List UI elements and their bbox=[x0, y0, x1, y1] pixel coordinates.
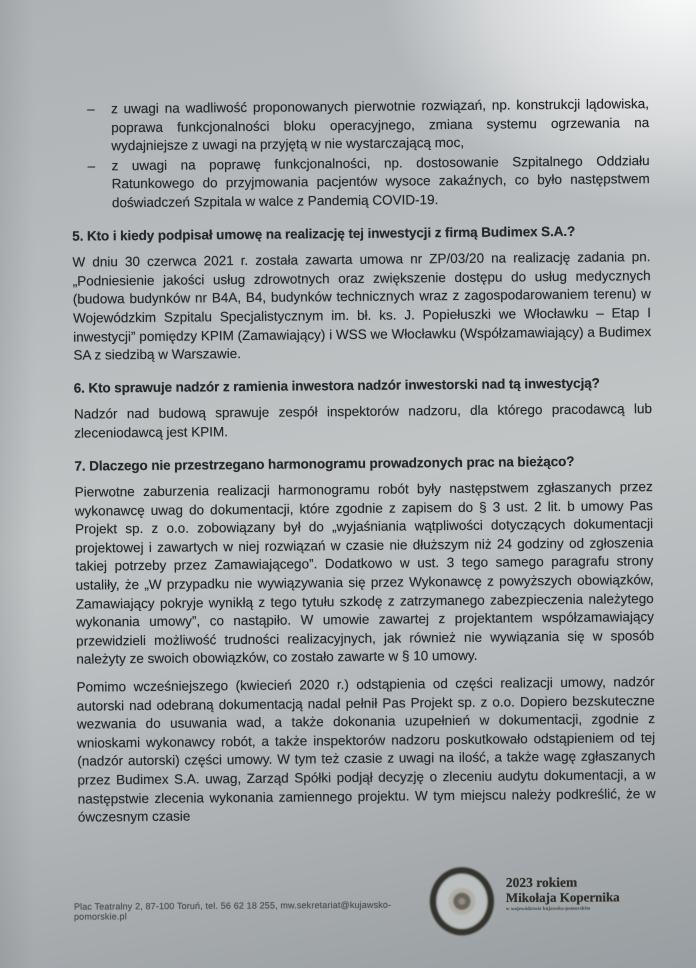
answer-6-paragraph: Nadzór nad budową sprawuje zespół inspektorów nadzoru, dla którego pracodawcą lub zleceniodawcą jest KPIM. bbox=[73, 401, 653, 441]
bullet-list bbox=[71, 95, 650, 213]
logo-line-name: Mikołaja Kopernika bbox=[505, 889, 620, 906]
question-5-heading: 5. Kto i kiedy podpisał umowę na realizację tej inwestycji z firmą Budimex S.A.? bbox=[72, 223, 576, 244]
answer-5-paragraph: W dniu 30 czerwca 2021 r. została zawarta umowa nr ZP/03/20 na realizację zadania pn. „Podniesienie jakości usług zdrowotnych oraz zwiększenie dostępu do usług medycznych (budowa budynków nr B4A, B4, budynków technicznych wraz z zagospodarowaniem terenu) w Wojewódzkim Szpitalu Specjalistycznym im. bł. ks. J. Popiełuszki we Włocławku – Etap I inwestycji” pomiędzy KPIM (Zamawiający) i WSS we Włocławku (Współzamawiający) a Budimex SA z siedzibą w Warszawie. bbox=[72, 249, 652, 363]
dash-marker: – bbox=[87, 158, 96, 174]
copernicus-year-logo bbox=[506, 874, 620, 912]
copernicus-seal-icon bbox=[430, 867, 494, 935]
page-footer bbox=[0, 860, 696, 968]
logo-line-year: 2023 rokiem bbox=[505, 874, 578, 891]
question-7-heading: 7. Dlaczego nie przestrzegano harmonogramu prowadzonych prac na bieżąco? bbox=[74, 453, 575, 474]
answer-7-paragraph-2: Pomimo wcześniejszego (kwiecień 2020 r.) odstąpienia od części realizacji umowy, nadzór autorski nad odebraną dokumentacją nadal pełnił Pas Projekt sp. z o.o. Dopiero bezskuteczne wezwania do usuwania wad, a także dokonania uzupełnień w dokumentacji, zgodnie z wnioskami wykonawcy robót, a także inspektorów nadzoru poskutkowało odstąpieniem od tej (nadzór autorski) części umowy. W tym też czasie z uwagi na ilość, a także wagę zgłaszanych przez Budimex S.A. uwag, Zarząd Spółki podjął decyzję o zleceniu audytu dokumentacji, a w następstwie zlecenia wykonania zamiennego projektu. W tym miejscu należy podkreślić, że w ówczesnym czasie bbox=[76, 674, 656, 825]
bullet-text: z uwagi na poprawę funkcjonalności, np. dostosowanie Szpitalnego Oddziału Ratunkowego do przyjmowania pacjentów wysoce zakaźnych, co było następstwem doświadczeń Szpitala w walce z Pandemią COVID-19. bbox=[111, 152, 650, 211]
bullet-text: z uwagi na wadliwość proponowanych pierwotnie rozwiązań, np. konstrukcji lądowiska, poprawa funkcjonalności bloku operacyjnego, zmiana systemu ogrzewania na wydajniejsze z uwagi na przyjętą w nie wystarczającą moc, bbox=[110, 96, 650, 154]
bullet-item bbox=[71, 95, 650, 156]
question-6-heading: 6. Kto sprawuje nadzór z ramienia inwestora nadzór inwestorski nad tą inwestycją? bbox=[73, 375, 600, 396]
dash-marker: – bbox=[86, 101, 95, 117]
footer-address: Plac Teatralny 2, 87-100 Toruń, tel. 56 62 18 255, mw.sekretariat@kujawsko-pomorskie.pl bbox=[73, 899, 392, 922]
bullet-item bbox=[71, 152, 650, 213]
logo-line-region: w województwie kujawsko-pomorskim bbox=[505, 905, 591, 912]
answer-7-paragraph-1: Pierwotne zaburzenia realizacji harmonogramu robót były następstwem zgłaszanych przez wykonawcę uwag do dokumentacji, które zgodnie z zapisem do § 3 ust. 2 lit. b umowy Pas Projekt sp. z o.o. zobowiązany był do „wyjaśniania wątpliwości dotyczących dokumentacji projektowej i zawartych w niej rozwiązań w czasie nie dłuższym niż 24 godziny od zgłoszenia takiej potrzeby przez Zamawiającego”. Dodatkowo w ust. 3 tego samego paragrafu strony ustaliły, że „W przypadku nie wywiązywania się przez Wykonawcę z powyższych obowiązków, Zamawiający pokryje wynikłą z tego tytułu szkodę z zatrzymanego zabezpieczenia należytego wykonania umowy”, co nastąpiło. W umowie zawartej z projektantem współzamawiający przewidzieli możliwość trudności realizacyjnych, jak również nie wywiązania się w sposób należyty ze swoich obowiązków, co zostało zawarte w § 10 umowy. bbox=[74, 479, 655, 668]
